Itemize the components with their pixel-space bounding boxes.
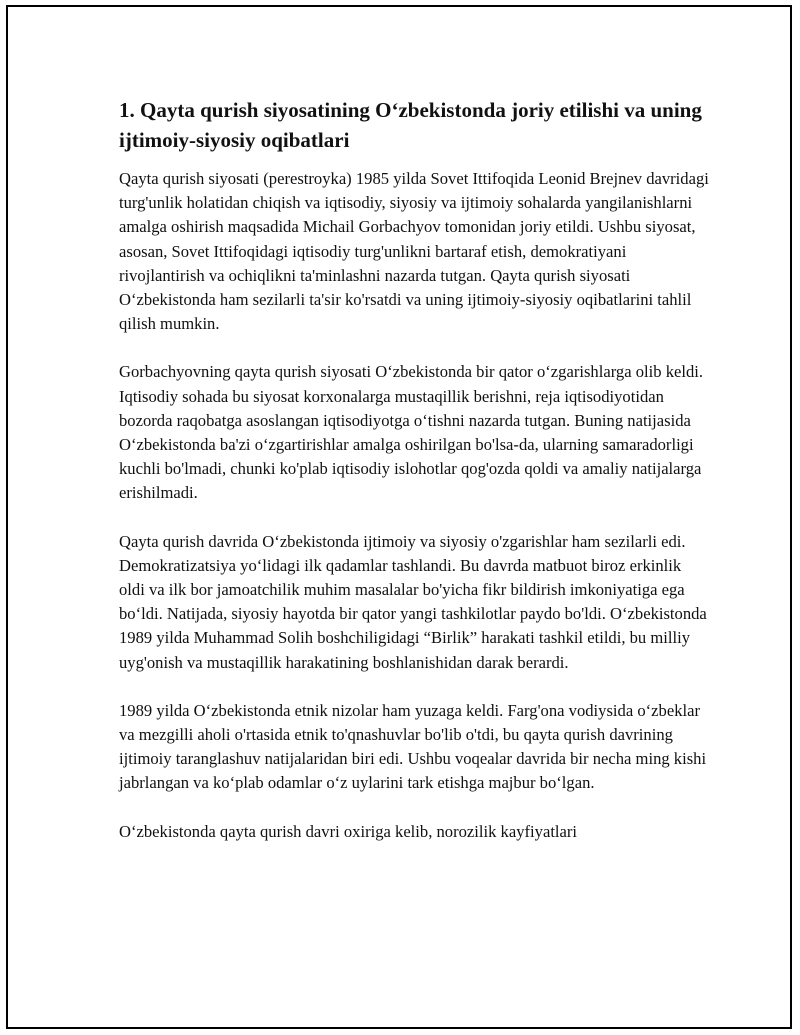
- paragraph-2: Gorbachyovning qayta qurish siyosati O‘zbekistonda bir qator o‘zgarishlarga olib keldi. Iqtisodiy sohada bu siyosat korxonalarga mustaqillik berishni, reja iqtisodiyotidan bozorda raqobatga asoslangan iqtisodiyotga o‘tishni nazarda tutgan. Buning natijasida O‘zbekistonda ba'zi o‘zgartirishlar amalga oshirilgan bo'lsa-da, ularning samaradorligi kuchli bo'lmadi, chunki ko'plab iqtisodiy islohotlar qog'ozda qoldi va amaliy natijalarga erishilmadi.: [119, 362, 704, 503]
- document-body: [119, 95, 709, 868]
- paragraph-5: O‘zbekistonda qayta qurish davri oxiriga kelib, norozilik kayfiyatlari: [119, 821, 578, 841]
- section-heading: 1. Qayta qurish siyosatining O‘zbekistonda joriy etilishi va uning ijtimoiy-siyosiy oqibatlari: [119, 98, 702, 152]
- paragraph-4: 1989 yilda O‘zbekistonda etnik nizolar ham yuzaga keldi. Farg'ona vodiysida o‘zbeklar va mezgilli aholi o'rtasida etnik to'qnashuvlar bo'lib o'tdi, bu qayta qurish davrining ijtimoiy taranglashuv natijalaridan biri edi. Ushbu voqealar davrida bir necha ming kishi jabrlangan va ko‘plab odamlar o‘z uylarini tark etishga majbur bo‘lgan.: [119, 700, 707, 793]
- paragraph-1: Qayta qurish siyosati (perestroyka) 1985 yilda Sovet Ittifoqida Leonid Brejnev davridagi turg'unlik holatidan chiqish va iqtisodiy, siyosiy va ijtimoiy sohalarda yangilanishlarni amalga oshirish maqsadida Michail Gorbachyov tomonidan joriy etildi. Ushbu siyosat, asosan, Sovet Ittifoqidagi iqtisodiy turg'unlikni bartaraf etish, demokratiyani rivojlantirish va ochiqlikni ta'minlashni nazarda tutgan. Qayta qurish siyosati O‘zbekistonda ham sezilarli ta'sir ko'rsatdi va uning ijtimoiy-siyosiy oqibatlarini tahlil qilish mumkin.: [119, 169, 709, 334]
- document-page: [6, 5, 792, 1029]
- paragraph-3: Qayta qurish davrida O‘zbekistonda ijtimoiy va siyosiy o'zgarishlar ham sezilarli edi. Demokratizatsiya yo‘lidagi ilk qadamlar tashlandi. Bu davrda matbuot biroz erkinlik oldi va ilk bor jamoatchilik muhim masalalar bo'yicha fikr bildirish imkoniyatiga ega bo‘ldi. Natijada, siyosiy hayotda bir qator yangi tashkilotlar paydo bo'ldi. O‘zbekistonda 1989 yilda Muhammad Solih boshchiligidagi “Birlik” harakati tashkil etildi, bu milliy uyg'onish va mustaqillik harakatining boshlanishidan darak berardi.: [119, 531, 707, 672]
